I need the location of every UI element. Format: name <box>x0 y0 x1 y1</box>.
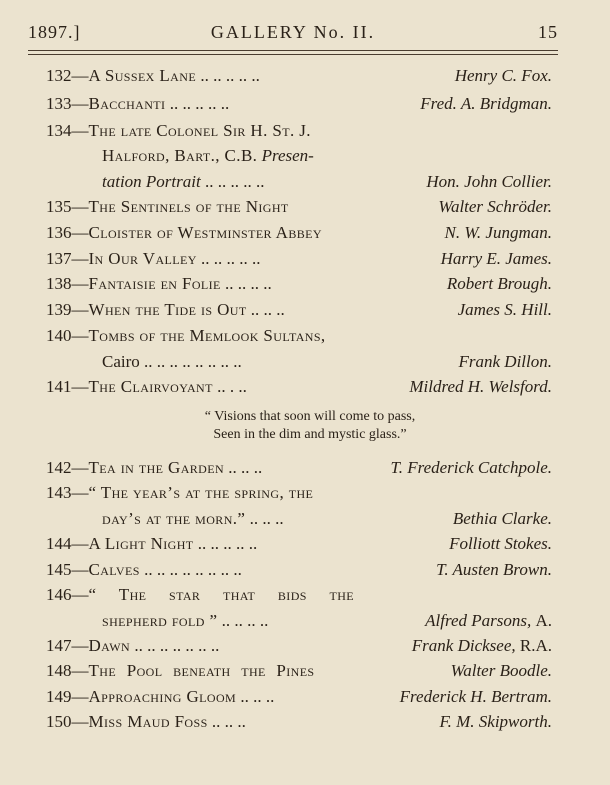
epigraph-line: Seen in the dim and mystic glass.” <box>213 427 407 442</box>
entry-artist: Henry C. Fox. <box>454 66 552 85</box>
entry-title: The Pool beneath the Pines <box>88 661 315 680</box>
dot-leader: .. .. .. .. .. .. .. .. <box>144 352 242 371</box>
artist-honour: A. <box>535 611 552 630</box>
entry-title: The late Colonel Sir H. St. J. <box>88 121 311 140</box>
entry-artist: Mildred H. Welsford. <box>409 377 552 396</box>
entry-artist: T. Frederick Catchpole. <box>390 458 552 477</box>
entry-number: 145 <box>46 560 72 579</box>
dot-leader: .. .. .. .. <box>225 274 272 293</box>
entry-artist: Hon. John Collier. <box>426 172 552 191</box>
entry-artist: Folliott Stokes. <box>449 534 552 553</box>
dot-leader: .. .. .. .. .. <box>201 249 261 268</box>
entry-title: Bacchanti <box>88 94 166 113</box>
entry-artist: Harry E. James. <box>440 249 552 268</box>
header-title: GALLERY No. II. <box>210 22 376 42</box>
entry-artist: T. Austen Brown. <box>436 560 552 579</box>
entry-artist: Frank Dillon. <box>458 352 552 371</box>
epigraph-line: “ Visions that soon will come to pass, <box>204 409 416 424</box>
entry-title: “ The year’s at the spring, the <box>88 483 314 502</box>
entry-artist: Walter Schröder. <box>438 197 552 216</box>
dot-leader: .. .. .. <box>228 458 263 477</box>
entry-title: Approaching Gloom <box>88 687 237 706</box>
entry-number: 147 <box>46 636 72 655</box>
entry-title: Fantaisie en Folie <box>88 274 221 293</box>
entry-artist: F. M. Skipworth. <box>439 712 552 731</box>
entry-number: 141 <box>46 377 72 396</box>
entry-title: Calves <box>88 560 140 579</box>
dot-leader: .. .. .. <box>250 300 285 319</box>
entry-artist: Alfred Parsons, <box>425 611 532 630</box>
header-rule <box>28 54 558 55</box>
entry-number: 140 <box>46 326 72 345</box>
entry-number: 150 <box>46 712 72 731</box>
dot-leader: .. .. .. .. .. <box>200 66 260 85</box>
entry-title: The Clairvoyant <box>88 377 213 396</box>
entry-number: 144 <box>46 534 72 553</box>
entry-number: 138 <box>46 274 72 293</box>
entry-number: 134 <box>46 121 72 140</box>
entry-title: shepherd fold ” <box>102 611 218 630</box>
entry-number: 143 <box>46 483 72 502</box>
page-header <box>28 20 558 48</box>
header-year: 1897.] <box>28 22 81 42</box>
entry-number: 142 <box>46 458 72 477</box>
entry-title: Tombs of the Memlook Sultans, <box>88 326 326 345</box>
entry-number: 136 <box>46 223 72 242</box>
entry-title: The Sentinels of the Night <box>88 197 289 216</box>
page-number: 15 <box>538 22 558 42</box>
entry-artist: N. W. Jungman. <box>444 223 552 242</box>
dot-leader: .. .. .. .. .. <box>197 534 258 553</box>
entry-title: Dawn <box>88 636 131 655</box>
entry-number: 149 <box>46 687 72 706</box>
entry-number: 139 <box>46 300 72 319</box>
entry-number: 133 <box>46 94 72 113</box>
entry-title-italic: tation Portrait <box>102 172 201 191</box>
entry-title: When the Tide is Out <box>88 300 247 319</box>
entry-title: Halford, Bart., C.B. <box>102 146 258 165</box>
artist-honour: R.A. <box>519 636 552 655</box>
dot-leader: .. .. .. <box>211 712 246 731</box>
entry-title: Tea in the Garden <box>88 458 225 477</box>
catalogue-page: 1897.] GALLERY No. II. 15 132—A Sussex Lane .. .. .. .. .. Henry C. Fox. 133—Bacchanti .. .. .. .. .. Fred. A. Bridgman. 134—The late Colonel Sir H. St. J. Halford, Bart., C.B. Presen- tation Portrait .. .. .. .. .. Hon. John Collier. 135—The Sentinels of the Night Walter Schröder. 136—Cloister of Westminster Abbey N. W. Jungman. 137—In Our Valley .. .. .. .. .. Harry E. James. 138—Fantaisie en Folie .. .. .. .. Robert Brough. 139—When the Tide is Out .. .. .. James S. Hill. 140—Tombs of the Memlook Sultans, Cairo .. .. .. .. .. .. .. .. Frank Dillon. 141—The Clairvoyant .. . .. Mildred H. Welsford. “ Visions that soon will come to pass, Seen in the dim and mystic glass.” 142—Tea in the Garden .. .. .. T. Frederick Catchpole. 143—“ The year’s at the spring, the day’s at the morn.” .. .. .. Bethia Clarke. 144—A Light Night .. .. .. .. .. Folliott Stokes. 145—Calves .. .. .. .. .. .. .. .. T. Austen Brown. 146—“ The star that bids the shepherd fold ” .. .. .. .. Alfred Parsons, A. 147—Dawn .. .. .. .. .. .. .. Frank Dicksee, R.A. 148—The Pool beneath the Pines Walter Boodle. 149—Approaching Gloom .. .. .. Frederick H. Bertram. 150—Miss Maud Foss .. .. .. F. M. Skipworth. <box>0 0 610 785</box>
entry-number: 132 <box>46 66 72 85</box>
entry-artist: Frank Dicksee, <box>411 636 516 655</box>
entry-title: day’s at the morn.” <box>102 509 246 528</box>
entry-artist: Robert Brough. <box>446 274 552 293</box>
dot-leader: .. . .. <box>217 377 247 396</box>
entry-title: Cairo <box>102 352 140 371</box>
entry-title-italic: Presen- <box>261 146 314 165</box>
entry-number: 146 <box>46 585 72 604</box>
dot-leader: .. .. .. <box>249 509 284 528</box>
entry-title: In Our Valley <box>88 249 197 268</box>
entry-title: Cloister of Westminster Abbey <box>88 223 322 242</box>
entry-title: Miss Maud Foss <box>88 712 208 731</box>
dot-leader: .. .. .. .. .. .. .. <box>134 636 220 655</box>
dot-leader: .. .. .. <box>240 687 275 706</box>
entry-artist: James S. Hill. <box>457 300 552 319</box>
entry-artist: Frederick H. Bertram. <box>399 687 552 706</box>
entry-artist: Walter Boodle. <box>450 661 552 680</box>
entry-number: 135 <box>46 197 72 216</box>
entry-title: “ The star that bids the <box>88 585 355 604</box>
dot-leader: .. .. .. .. .. .. .. .. <box>144 560 242 579</box>
entry-title: A Light Night <box>88 534 194 553</box>
entry-title: A Sussex Lane <box>88 66 197 85</box>
dot-leader: .. .. .. .. .. <box>204 172 265 191</box>
header-rule <box>28 50 558 51</box>
dot-leader: .. .. .. .. .. <box>169 94 230 113</box>
entry-number: 148 <box>46 661 72 680</box>
dot-leader: .. .. .. .. <box>221 611 269 630</box>
entry-artist: Fred. A. Bridgman. <box>420 94 552 113</box>
entry-number: 137 <box>46 249 72 268</box>
entry-artist: Bethia Clarke. <box>452 509 552 528</box>
